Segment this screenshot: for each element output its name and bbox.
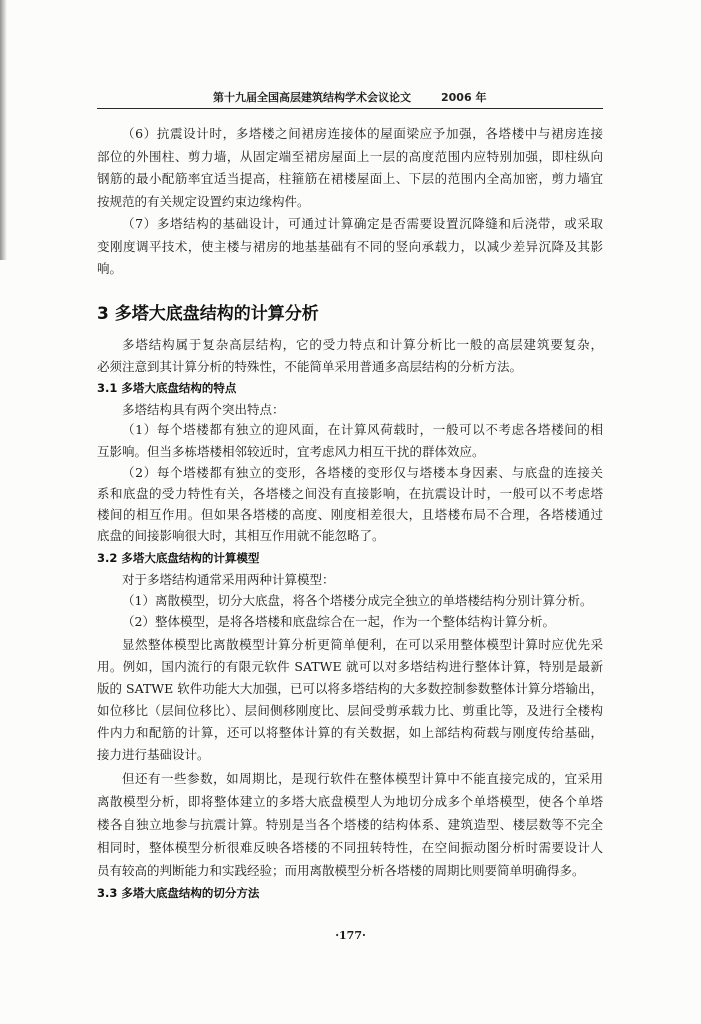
- model-paragraph-1-line: 用。例如，国内流行的有限元软件 SATWE 就可以对多塔结构进行整体计算，特别是最新: [97, 659, 603, 674]
- model-paragraph-2-line: 员有较高的判断能力和实践经验；而用离散模型分析各塔楼的周期比则要简单明确得多。: [97, 863, 585, 878]
- feature-1-line: （1）每个塔楼都有独立的迎风面，在计算风荷载时，一般可以不考虑各塔楼间的相: [122, 422, 603, 437]
- feature-2-line: 底盘的间接影响很大时，其相互作用就不能忽略了。: [97, 528, 385, 543]
- model-paragraph-2-line: 楼各自独立地参与抗震计算。特别是当各个塔楼的结构体系、建筑造型、楼层数等不完全: [97, 817, 603, 832]
- running-head-year: 2006 年: [441, 91, 487, 104]
- section-3-intro-line: 多塔结构属于复杂高层结构，它的受力特点和计算分析比一般的高层建筑要复杂，: [122, 337, 603, 352]
- subsection-3-2-heading: 3.2 多塔大底盘结构的计算模型: [97, 551, 260, 565]
- scan-edge-shadow: [0, 0, 7, 260]
- model-paragraph-1-line: 显然整体模型比离散模型计算分析更简单便利，在可以采用整体模型计算时应优先采: [122, 637, 603, 652]
- note-6-line: 部位的外围柱、剪力墙，从固定端至裙房屋面上一层的高度范围内应特别加强，即柱纵向: [97, 149, 603, 164]
- header-rule: [97, 108, 603, 109]
- model-paragraph-1-line: 版的 SATWE 软件功能大大加强，已可以将多塔结构的大多数控制参数整体计算分塔输出，: [97, 681, 603, 696]
- feature-2-line: （2）每个塔楼都有独立的变形，各塔楼的变形仅与塔楼本身因素、与底盘的连接关: [122, 465, 603, 480]
- note-7-line: 响。: [97, 261, 123, 276]
- subsection-3-2-lead: 对于多塔结构通常采用两种计算模型：: [122, 572, 335, 587]
- model-discrete: （1）离散模型，切分大底盘，将各个塔楼分成完全独立的单塔楼结构分别计算分析。: [122, 593, 593, 608]
- model-paragraph-2-line: 但还有一些参数，如周期比，是现行软件在整体模型计算中不能直接完成的，宜采用: [122, 771, 603, 786]
- feature-1-line: 互影响。但当多栋塔楼相邻较近时，宜考虑风力相互干扰的群体效应。: [97, 444, 485, 459]
- note-6-line: （6）抗震设计时，多塔楼之间裙房连接体的屋面梁应予加强，各塔楼中与裙房连接: [122, 126, 603, 141]
- subsection-3-3-heading: 3.3 多塔大底盘结构的切分方法: [97, 886, 260, 900]
- model-paragraph-1-line: 如位移比（层间位移比）、层间侧移刚度比、层间受剪承载力比、剪重比等，及进行全楼构: [97, 703, 603, 718]
- subsection-3-1-lead: 多塔结构具有两个突出特点：: [122, 402, 285, 417]
- model-paragraph-1-line: 件内力和配筋的计算，还可以将整体计算的有关数据，如上部结构荷载与刚度传给基础，: [97, 725, 603, 740]
- subsection-3-1-heading: 3.1 多塔大底盘结构的特点: [97, 381, 237, 395]
- note-7-line: （7）多塔结构的基础设计，可通过计算确定是否需要设置沉降缝和后浇带，或采取: [122, 216, 603, 231]
- model-paragraph-1-line: 接力进行基础设计。: [97, 747, 210, 762]
- feature-2-line: 楼间的相互作用。但如果各塔楼的高度、刚度相差很大，且塔楼布局不合理，各塔楼通过: [97, 507, 603, 522]
- note-6-line: 钢筋的最小配筋率宜适当提高，柱箍筋在裙楼屋面上、下层的范围内全高加密，剪力墙宜: [97, 171, 603, 186]
- model-paragraph-2-line: 离散模型分析，即将整体建立的多塔大底盘模型人为地切分成多个单塔模型，使各个单塔: [97, 794, 603, 809]
- section-3-intro-line: 必须注意到其计算分析的特殊性，不能简单采用普通多高层结构的分析方法。: [97, 359, 523, 374]
- section-3-heading: 3 多塔大底盘结构的计算分析: [97, 304, 319, 324]
- note-6-line: 按规范的有关规定设置约束边缘构件。: [97, 194, 310, 209]
- model-paragraph-2-line: 相同时，整体模型分析很难反映各塔楼的不同扭转特性，在空间振动图分析时需要设计人: [97, 840, 603, 855]
- note-7-line: 变刚度调平技术，使主楼与裙房的地基基础有不同的竖向承载力，以减少差异沉降及其影: [97, 239, 603, 254]
- page-number: ·177·: [335, 929, 366, 942]
- running-head-title: 第十九届全国高层建筑结构学术会议论文: [213, 91, 411, 104]
- model-integral: （2）整体模型，是将各塔楼和底盘综合在一起，作为一个整体结构计算分析。: [122, 614, 555, 629]
- feature-2-line: 系和底盘的受力特性有关，各塔楼之间没有直接影响，在抗震设计时，一般可以不考虑塔: [97, 486, 603, 501]
